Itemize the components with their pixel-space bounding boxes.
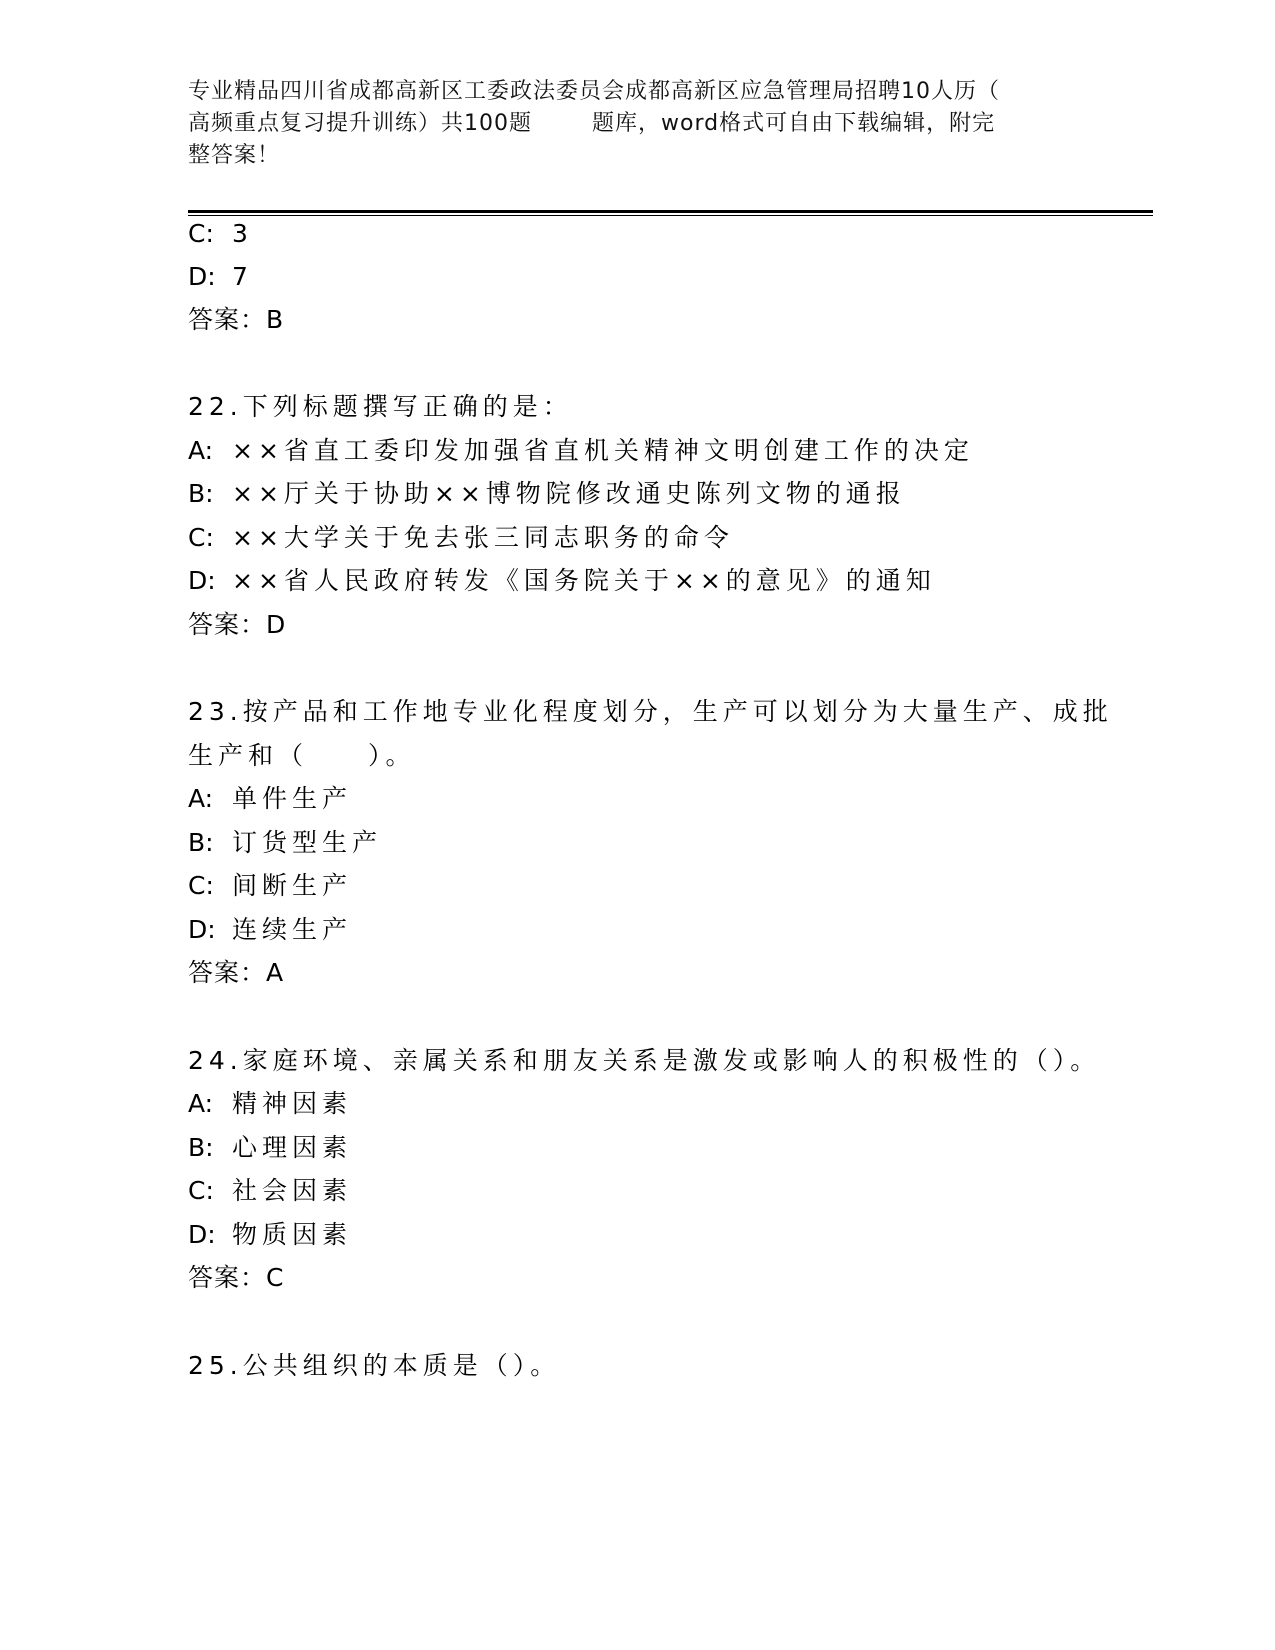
- header-divider-thin: [188, 215, 1153, 216]
- answer-line: [188, 1263, 283, 1293]
- option-a: [188, 784, 352, 814]
- header-line-2-part-a: 高频重点复习提升训练）共100题: [188, 111, 532, 136]
- question-stem: 25.公共组织的本质是（）。: [188, 1351, 561, 1380]
- option-text: 精神因素: [232, 1089, 353, 1118]
- option-key: A:: [188, 784, 214, 813]
- option-key: C:: [188, 219, 214, 248]
- option-text: 订货型生产: [232, 828, 383, 857]
- answer-value: A: [266, 958, 284, 987]
- option-c: [188, 219, 253, 249]
- header-line-1: 专业精品四川省成都高新区工委政法委员会成都高新区应急管理局招聘10人历（: [188, 79, 1000, 104]
- answer-value: B: [266, 305, 284, 334]
- option-b: [188, 479, 906, 509]
- option-text: ××大学关于免去张三同志职务的命令: [232, 523, 734, 552]
- answer-value: D: [266, 610, 286, 639]
- option-key: B:: [188, 479, 214, 508]
- option-key: D:: [188, 566, 216, 595]
- answer-label: 答案：: [188, 1263, 267, 1292]
- option-c: [188, 871, 352, 901]
- header-line-3: 整答案！: [188, 143, 281, 168]
- question-stem-line-2: 生产和（ ）。: [188, 741, 416, 770]
- option-text: ××省直工委印发加强省直机关精神文明创建工作的决定: [232, 436, 974, 465]
- question-stem: 22.下列标题撰写正确的是：: [188, 392, 573, 421]
- answer-line: [188, 305, 283, 335]
- option-key: B:: [188, 828, 214, 857]
- question-stem-line-1: 23.按产品和工作地专业化程度划分，生产可以划分为大量生产、成批: [188, 697, 1113, 726]
- option-text: 连续生产: [232, 915, 353, 944]
- option-key: C:: [188, 871, 214, 900]
- option-key: C:: [188, 523, 214, 552]
- option-text: ××省人民政府转发《国务院关于××的意见》的通知: [232, 566, 936, 595]
- option-text: 间断生产: [232, 871, 353, 900]
- option-key: A:: [188, 1089, 214, 1118]
- option-text: 物质因素: [232, 1220, 353, 1249]
- option-d: [188, 1220, 352, 1250]
- header-line-2: [188, 108, 1068, 140]
- option-key: D:: [188, 262, 216, 291]
- answer-label: 答案：: [188, 305, 267, 334]
- answer-line: [188, 958, 283, 988]
- answer-line: [188, 610, 285, 640]
- option-key: D:: [188, 915, 216, 944]
- option-text: ××厅关于协助××博物院修改通史陈列文物的通报: [232, 479, 906, 508]
- option-text: 心理因素: [232, 1133, 353, 1162]
- option-text: 单件生产: [232, 784, 353, 813]
- option-c: [188, 523, 734, 553]
- option-text: 社会因素: [232, 1176, 353, 1205]
- option-key: B:: [188, 1133, 214, 1162]
- option-d: [188, 915, 352, 945]
- question-stem: 24.家庭环境、亲属关系和朋友关系是激发或影响人的积极性的（）。: [188, 1046, 1101, 1075]
- option-b: [188, 1133, 352, 1163]
- option-text: 7: [232, 262, 253, 291]
- option-key: A:: [188, 436, 214, 465]
- answer-label: 答案：: [188, 958, 267, 987]
- option-key: C:: [188, 1176, 214, 1205]
- option-d: [188, 566, 936, 596]
- option-d: [188, 262, 253, 292]
- document-header: [188, 76, 1068, 172]
- answer-value: C: [266, 1263, 284, 1292]
- option-c: [188, 1176, 352, 1206]
- option-a: [188, 1089, 352, 1119]
- header-line-2-part-b: 题库，word格式可自由下载编辑，附完: [592, 111, 996, 136]
- option-a: [188, 436, 974, 466]
- option-key: D:: [188, 1220, 216, 1249]
- header-divider-thick: [188, 210, 1153, 213]
- option-b: [188, 828, 382, 858]
- option-text: 3: [232, 219, 253, 248]
- answer-label: 答案：: [188, 610, 267, 639]
